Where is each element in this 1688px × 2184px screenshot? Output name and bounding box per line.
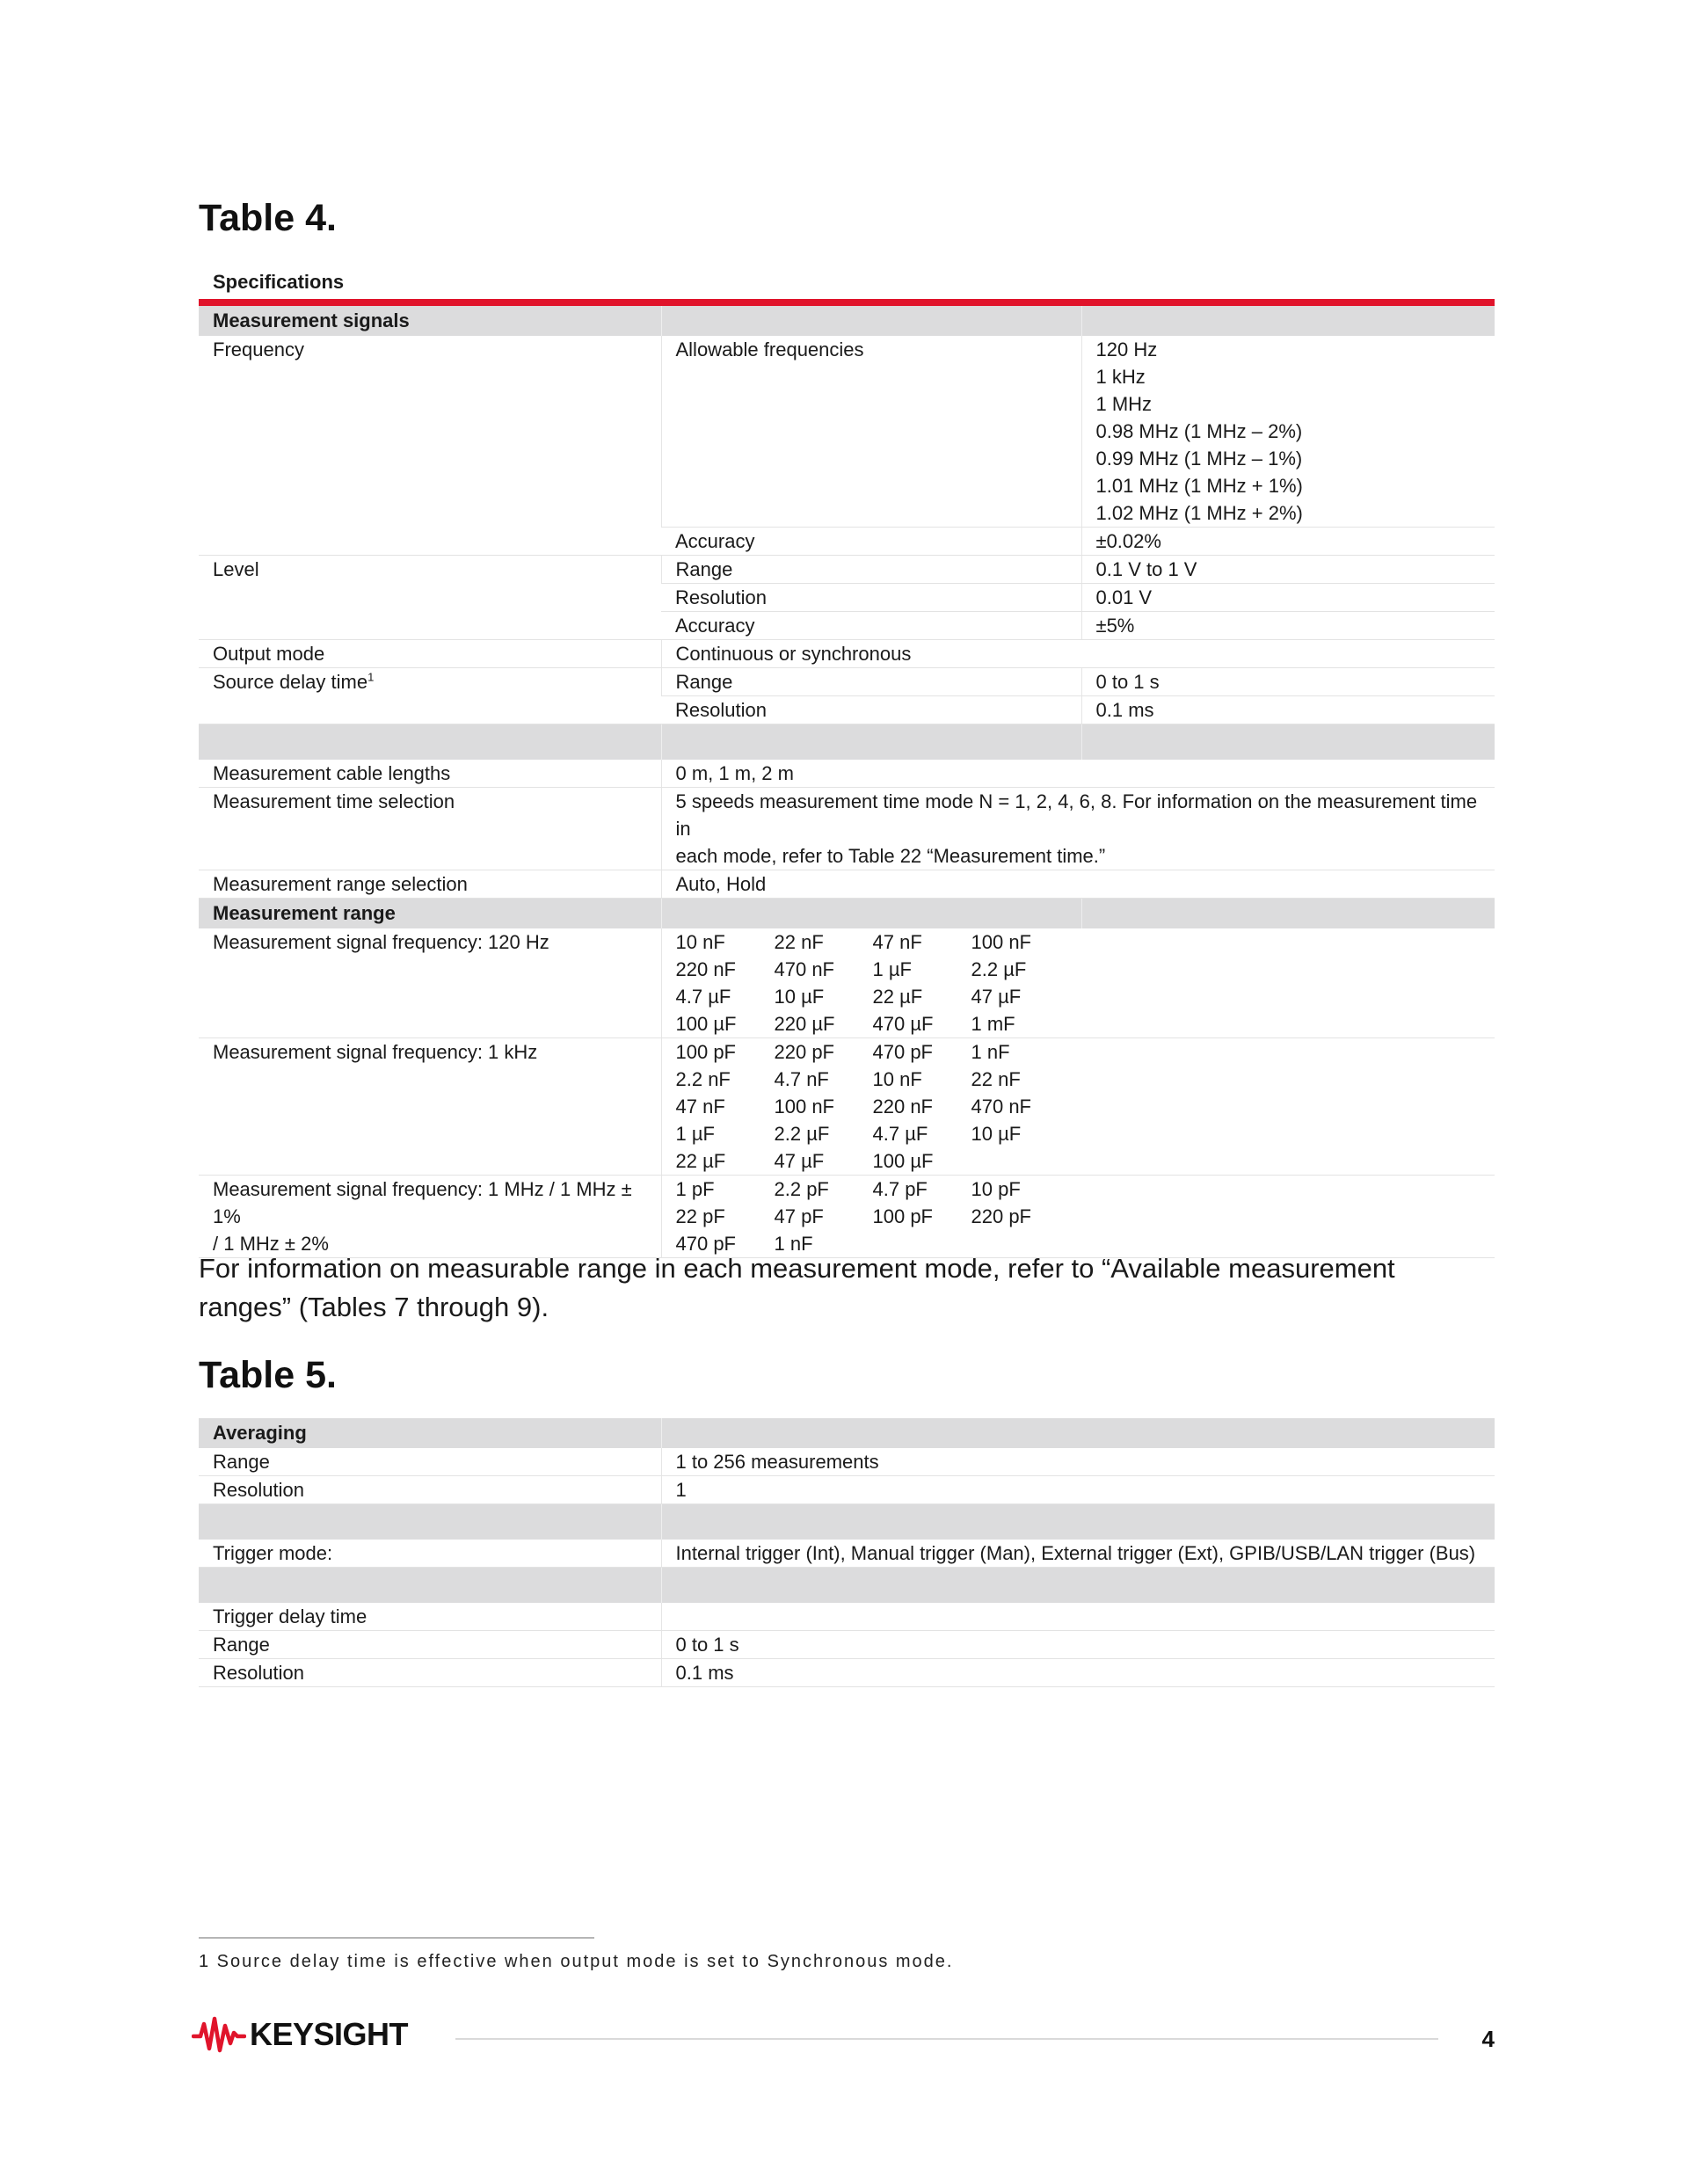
brand-name: KEYSIGHT: [250, 2016, 409, 2052]
output-mode-label: Output mode: [199, 640, 661, 668]
source-delay-resolution-label: Resolution: [661, 696, 1081, 724]
footer-divider: [455, 2038, 1438, 2040]
range-value: 220 pF: [774, 1041, 834, 1063]
footnote-divider: [199, 1937, 594, 1939]
range-value: 4.7 µF: [872, 1123, 928, 1145]
table-row: [199, 556, 1495, 584]
table-row: [199, 1448, 1495, 1476]
table-row: [199, 928, 1495, 1038]
range-value: 47 pF: [774, 1205, 824, 1227]
range-value: 22 nF: [774, 931, 824, 953]
range-value: 100 nF: [971, 931, 1031, 953]
keysight-wave-icon: [192, 2015, 246, 2054]
range-value: 220 pF: [971, 1205, 1031, 1227]
trigger-delay-label: Trigger delay time: [199, 1603, 661, 1631]
source-delay-range-label: Range: [661, 668, 1081, 696]
section-header-signals: Measurement signals: [199, 306, 661, 336]
source-delay-text: Source delay time: [213, 671, 368, 693]
table-row: [199, 1540, 1495, 1568]
section-header-row: [199, 306, 1495, 336]
source-delay-resolution-value: 0.1 ms: [1081, 696, 1495, 724]
frequency-value: 1 MHz: [1095, 393, 1153, 415]
range-1mhz-label-line: / 1 MHz ± 2%: [213, 1233, 329, 1255]
cable-length-value: 0 m, 1 m, 2 m: [661, 760, 1495, 788]
level-resolution-value: 0.01 V: [1081, 584, 1495, 612]
range-value: 47 µF: [971, 986, 1022, 1008]
range-value: 1 µF: [675, 1123, 715, 1145]
range-value: 47 µF: [774, 1150, 825, 1172]
table4-accent-rule: [199, 299, 1495, 306]
allowable-frequencies-label: Allowable frequencies: [661, 336, 1081, 528]
time-selection-label: Measurement time selection: [199, 788, 661, 870]
averaging-resolution-value: 1: [661, 1476, 1495, 1504]
range-value: 100 pF: [675, 1041, 736, 1063]
frequency-value: 1.02 MHz (1 MHz + 2%): [1095, 502, 1303, 524]
range-value: 10 pF: [971, 1178, 1021, 1200]
footnote: 1 Source delay time is effective when output mode is set to Synchronous mode.: [199, 1952, 954, 1971]
range-value: 22 µF: [675, 1150, 726, 1172]
table-row: [199, 788, 1495, 870]
range-value: 2.2 nF: [675, 1068, 731, 1090]
trigger-delay-range-value: 0 to 1 s: [661, 1631, 1495, 1659]
measurable-range-note: For information on measurable range in each measurement mode, refer to “Available measurement ranges” (Tables 7 through 9).: [199, 1253, 1395, 1322]
specifications-label: Specifications: [213, 271, 345, 293]
section-header-row: [199, 899, 1495, 929]
table-row: [199, 1659, 1495, 1687]
range-value: 2.2 µF: [774, 1123, 830, 1145]
range-value: [971, 1147, 1070, 1175]
level-range-value: 0.1 V to 1 V: [1081, 556, 1495, 584]
range-value: 22 nF: [971, 1068, 1021, 1090]
range-1mhz-label: [199, 1176, 661, 1258]
section-header-row: [199, 1418, 1495, 1448]
blank-separator-row: [199, 1568, 1495, 1604]
time-selection-line: each mode, refer to Table 22 “Measurement time.”: [675, 845, 1106, 867]
range-1khz-label: Measurement signal frequency: 1 kHz: [199, 1038, 661, 1176]
range-value: 100 pF: [872, 1205, 933, 1227]
range-value: 4.7 nF: [774, 1068, 829, 1090]
level-label: Level: [199, 556, 661, 640]
table-row: [199, 1603, 1495, 1631]
table-row: [199, 668, 1495, 696]
blank-separator-row: [199, 724, 1495, 761]
trigger-delay-range-label: Range: [199, 1631, 661, 1659]
frequency-accuracy-label: Accuracy: [661, 528, 1081, 556]
range-value: 470 pF: [872, 1041, 933, 1063]
frequency-accuracy-value: ±0.02%: [1081, 528, 1495, 556]
trigger-mode-value: Internal trigger (Int), Manual trigger (Man), External trigger (Ext), GPIB/USB/LAN trigger (Bus): [661, 1540, 1495, 1568]
frequency-value: 1 kHz: [1095, 366, 1146, 388]
level-resolution-label: Resolution: [661, 584, 1081, 612]
range-value: 220 nF: [675, 958, 736, 980]
section-header-range: Measurement range: [199, 899, 661, 929]
table-row: [199, 336, 1495, 528]
level-range-label: Range: [661, 556, 1081, 584]
time-selection-value: [661, 788, 1495, 870]
table-row: [199, 1631, 1495, 1659]
page-number: 4: [1481, 2026, 1495, 2052]
level-accuracy-label: Accuracy: [661, 612, 1081, 640]
frequency-value: 1.01 MHz (1 MHz + 1%): [1095, 475, 1303, 497]
time-selection-line: 5 speeds measurement time mode N = 1, 2, 4, 6, 8. For information on the measurement time in: [675, 790, 1478, 840]
table4-title: Table 4.: [199, 197, 337, 239]
range-120hz-values: [661, 928, 1495, 1038]
range-value: 2.2 µF: [971, 958, 1027, 980]
averaging-range-value: 1 to 256 measurements: [661, 1448, 1495, 1476]
source-delay-label: [199, 668, 661, 724]
frequency-value: 120 Hz: [1095, 339, 1158, 360]
range-value: 470 nF: [971, 1096, 1031, 1117]
averaging-range-label: Range: [199, 1448, 661, 1476]
table-row: [199, 1176, 1495, 1258]
range-value: 4.7 pF: [872, 1178, 928, 1200]
range-1khz-values: [661, 1038, 1495, 1176]
range-value: 47 nF: [675, 1096, 725, 1117]
range-selection-value: Auto, Hold: [661, 870, 1495, 899]
trigger-mode-label: Trigger mode:: [199, 1540, 661, 1568]
range-value: 100 nF: [774, 1096, 834, 1117]
range-value: 1 nF: [971, 1041, 1010, 1063]
range-value: 22 pF: [675, 1205, 725, 1227]
averaging-resolution-label: Resolution: [199, 1476, 661, 1504]
range-value: 2.2 pF: [774, 1178, 829, 1200]
table5-title: Table 5.: [199, 1354, 337, 1396]
section-header-averaging: Averaging: [199, 1418, 661, 1448]
table-row: [199, 1038, 1495, 1176]
range-1mhz-label-line: Measurement signal frequency: 1 MHz / 1 MHz ± 1%: [213, 1178, 632, 1227]
range-value: 10 nF: [675, 931, 725, 953]
range-1mhz-values: [661, 1176, 1495, 1258]
level-accuracy-value: ±5%: [1081, 612, 1495, 640]
table-row: [199, 640, 1495, 668]
range-value: 1 nF: [774, 1233, 813, 1255]
frequency-value: 0.99 MHz (1 MHz – 1%): [1095, 448, 1303, 470]
output-mode-value: Continuous or synchronous: [661, 640, 1495, 668]
table-row: [199, 870, 1495, 899]
range-value: 22 µF: [872, 986, 923, 1008]
frequency-values: [1081, 336, 1495, 528]
trigger-delay-resolution-value: 0.1 ms: [661, 1659, 1495, 1687]
table-row: [199, 1476, 1495, 1504]
footnote-marker: 1: [367, 670, 375, 684]
frequency-label: Frequency: [199, 336, 661, 556]
range-value: 1 pF: [675, 1178, 715, 1200]
range-value: 10 µF: [774, 986, 825, 1008]
range-value: 10 µF: [971, 1123, 1022, 1145]
range-120hz-label: Measurement signal frequency: 120 Hz: [199, 928, 661, 1038]
table4-specifications: [199, 306, 1495, 1258]
range-value: 1 mF: [971, 1013, 1015, 1035]
range-value: 47 nF: [872, 931, 922, 953]
trigger-delay-resolution-label: Resolution: [199, 1659, 661, 1687]
range-value: 220 µF: [774, 1013, 835, 1035]
range-value: 470 µF: [872, 1013, 934, 1035]
range-selection-label: Measurement range selection: [199, 870, 661, 899]
range-value: 220 nF: [872, 1096, 933, 1117]
range-value: 470 nF: [774, 958, 834, 980]
table5-specifications: [199, 1418, 1495, 1687]
blank-separator-row: [199, 1504, 1495, 1540]
cable-length-label: Measurement cable lengths: [199, 760, 661, 788]
table-row: [199, 760, 1495, 788]
frequency-value: 0.98 MHz (1 MHz – 2%): [1095, 420, 1303, 442]
range-value: 10 nF: [872, 1068, 922, 1090]
source-delay-range-value: 0 to 1 s: [1081, 668, 1495, 696]
range-value: 1 µF: [872, 958, 912, 980]
range-value: 470 pF: [675, 1233, 736, 1255]
range-value: 4.7 µF: [675, 986, 731, 1008]
range-value: 100 µF: [872, 1150, 934, 1172]
keysight-logo: [192, 2015, 408, 2054]
range-value: 100 µF: [675, 1013, 737, 1035]
